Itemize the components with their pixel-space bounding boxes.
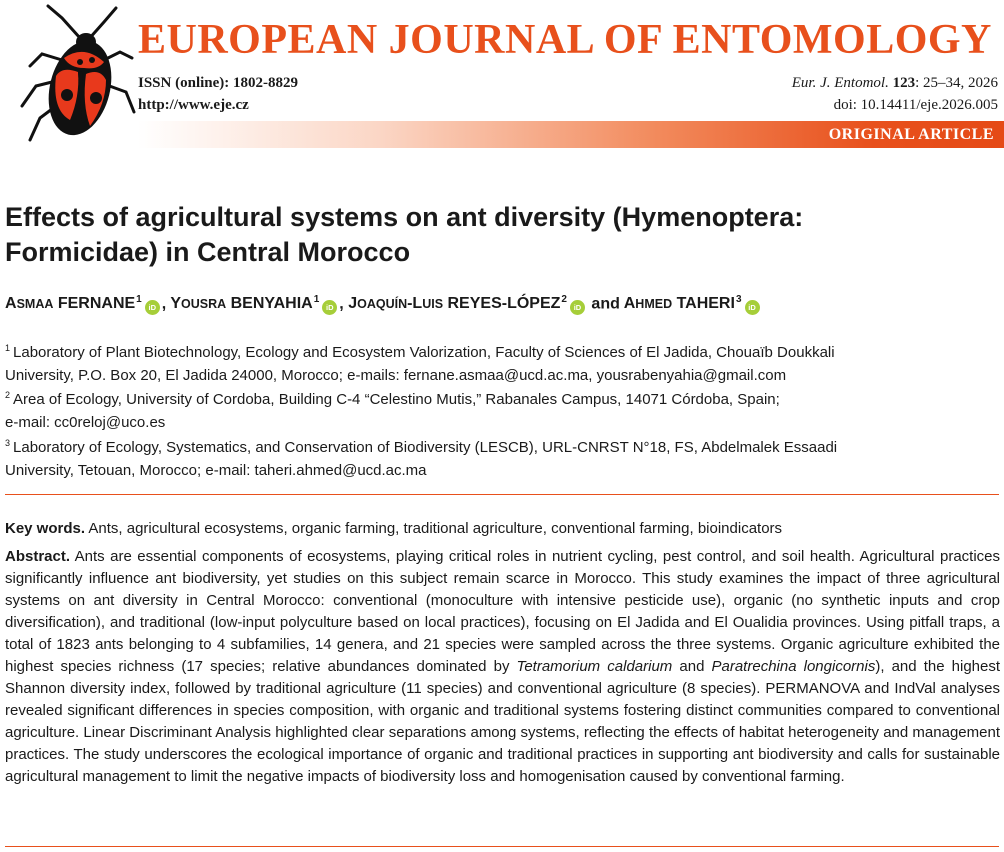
journal-url[interactable]: http://www.eje.cz: [138, 97, 249, 113]
journal-meta-left: [138, 72, 298, 116]
orcid-icon[interactable]: iD: [322, 300, 337, 315]
orcid-icon[interactable]: iD: [145, 300, 160, 315]
keywords-text: Ants, agricultural ecosystems, organic farming, traditional agriculture, conventional farming, bioindicators: [88, 520, 783, 537]
author-list: ASMAA FERNANE$^1$iD , YOUSRA BENYAHIA$^1$iD , JOAQUÍN-LUIS REYES-LÓPEZ$^2$iD and AHMED TAHERI$^3$iD: [5, 289, 995, 315]
firebug-logo: [0, 0, 140, 150]
issn: ISSN (online): 1802-8829: [138, 75, 299, 91]
citation: [792, 72, 998, 94]
article-type-banner: [138, 121, 1004, 148]
citation-journal: Eur. J. Entomol.: [791, 75, 889, 91]
author-2: YOUSRA BENYAHIA$^1$: [170, 294, 320, 313]
article-title-line-1: Effects of agricultural systems on ant diversity (Hymenoptera:: [5, 202, 804, 232]
article-title-line-2: Formicidae) in Central Morocco: [5, 237, 411, 267]
doi[interactable]: doi: 10.14411/eje.2026.005: [833, 97, 998, 113]
orcid-icon[interactable]: iD: [570, 300, 585, 315]
divider-top: [5, 494, 999, 495]
citation-pages: : 25–34, 2026: [915, 75, 998, 91]
orcid-icon[interactable]: iD: [745, 300, 760, 315]
affiliation-1: $^1$ Laboratory of Plant Biotechnology, Ecology and Ecosystem Valorization, Faculty of Sciences of El Jadida, Chouaïb Doukkali University, P.O. Box 20, El Jadida 24000, Morocco; e-mails: fernane.asmaa@ucd.ac.ma, yousrabenyahia@gmail.com: [5, 343, 835, 384]
species-name: Tetramorium caldarium: [516, 658, 673, 675]
author-4: AHMED TAHERI$^3$: [623, 294, 742, 313]
journal-meta-right: [792, 72, 998, 116]
species-name: Paratrechina longicornis: [711, 658, 876, 675]
citation-volume: 123: [892, 75, 916, 91]
article-type-label: ORIGINAL ARTICLE: [828, 126, 994, 143]
keywords-label: Key words.: [5, 520, 86, 537]
abstract: Abstract. Ants are essential components of ecosystems, playing critical roles in nutrient cycling, pest control, and soil health. Agricultural practices significantly influence ant biodiversity, yet studies on this subject remain scarce in Morocco. This study examines the impact of three agricultural systems on ant diversity in Central Morocco: conventional (monoculture with intensive pesticide use), organic (no synthetic inputs and crop diversification), and traditional (low-input polyculture based on local practices), focusing on El Jadida and El Oualidia provinces. Using pitfall traps, a total of 1823 ants belonging to 4 subfamilies, 14 genera, and 21 species were sampled across the three systems. Organic agriculture exhibited the highest species richness (17 species; relative abundances dominated by Tetramorium caldarium and Paratrechina longicornis), and the highest Shannon diversity index, followed by traditional agriculture (11 species) and conventional agriculture (8 species). PERMANOVA and IndVal analyses revealed significant differences in species composition, with organic and traditional systems fostering distinct communities compared to conventional agriculture. Linear Discriminant Analysis highlighted clear separations among systems, reflecting the effects of habitat heterogeneity and management practices. The study underscores the ecological importance of organic and traditional practices in supporting ant biodiversity and calls for sustainable agricultural management to limit the negative impacts of biodiversity loss and homogenisation caused by conventional farming.: [5, 548, 1001, 785]
article-title: [5, 200, 985, 270]
author-1: ASMAA FERNANE$^1$: [5, 294, 142, 313]
keywords: [5, 518, 1000, 540]
affiliation-2: $^2$ Area of Ecology, University of Cordoba, Building C-4 “Celestino Mutis,” Rabanales Campus, 14071 Córdoba, Spain; e-mail: cc0reloj@uco.es: [5, 390, 780, 431]
abstract-label: Abstract.: [5, 548, 71, 565]
affiliation-3: $^3$ Laboratory of Ecology, Systematics, and Conservation of Biodiversity (LESCB), URL-CNRST N°18, FS, Abdelmalek Essaadi University, Tetouan, Morocco; e-mail: taheri.ahmed@ucd.ac.ma: [5, 438, 838, 479]
divider-bottom: [5, 846, 999, 847]
author-separator-and: and: [591, 295, 620, 313]
author-3: JOAQUÍN-LUIS REYES-LÓPEZ$^2$: [348, 294, 567, 313]
journal-title: EUROPEAN JOURNAL OF ENTOMOLOGY: [138, 17, 992, 63]
